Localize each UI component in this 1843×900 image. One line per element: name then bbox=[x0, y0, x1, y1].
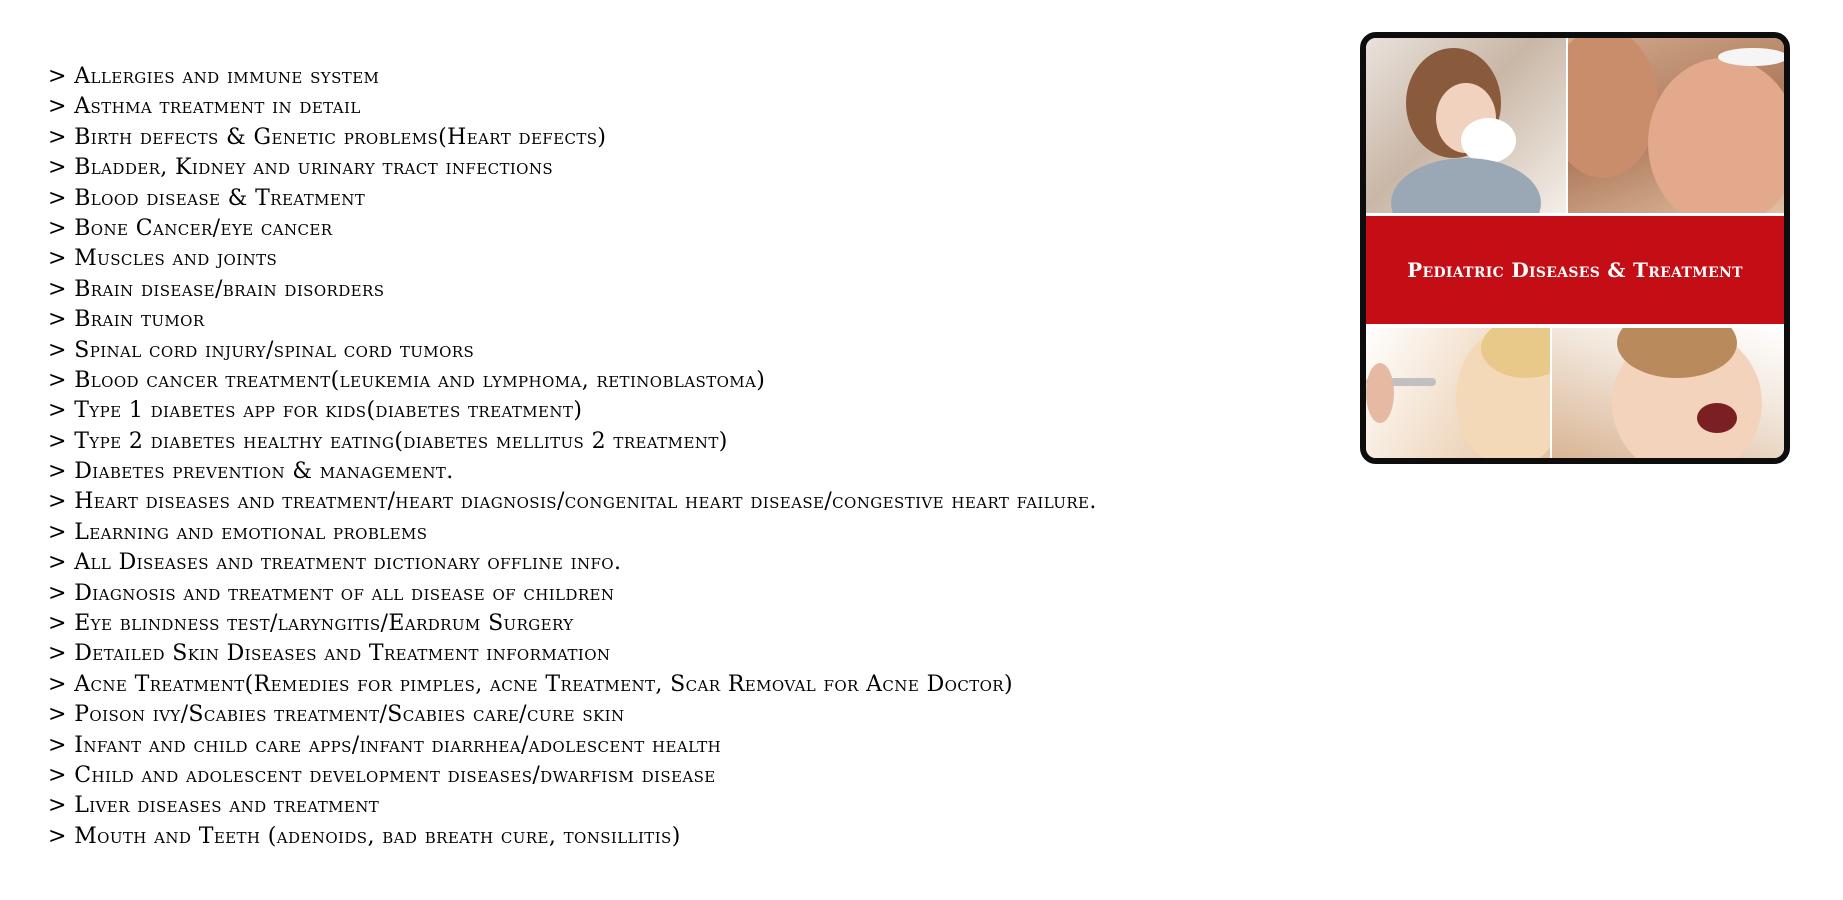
feature-item: > Blood disease & Treatment bbox=[48, 185, 366, 211]
feature-item: > Diabetes prevention & management. bbox=[48, 459, 454, 485]
feature-item: > Infant and child care apps/infant diarrhea/adolescent health bbox=[48, 732, 722, 758]
feature-item: > Spinal cord injury/spinal cord tumors bbox=[48, 337, 475, 363]
feature-item: > Type 2 diabetes healthy eating(diabetes mellitus 2 treatment) bbox=[48, 428, 728, 454]
banner bbox=[1366, 216, 1784, 324]
feature-item: > Acne Treatment(Remedies for pimples, acne Treatment, Scar Removal for Acne Doctor) bbox=[48, 671, 1013, 697]
feature-item: > Blood cancer treatment(leukemia and lymphoma, retinoblastoma) bbox=[48, 367, 766, 393]
feature-item: > Liver diseases and treatment bbox=[48, 793, 380, 819]
feature-item: > Birth defects & Genetic problems(Heart defects) bbox=[48, 124, 607, 150]
feature-item: > Brain disease/brain disorders bbox=[48, 276, 385, 302]
photo-feverish-child bbox=[1568, 38, 1784, 213]
feature-item: > Asthma treatment in detail bbox=[48, 94, 361, 120]
photo-girl-sneezing bbox=[1366, 38, 1566, 213]
photo-child-open-mouth bbox=[1552, 328, 1784, 458]
feature-item: > Learning and emotional problems bbox=[48, 519, 428, 545]
feature-item: > Type 1 diabetes app for kids(diabetes treatment) bbox=[48, 398, 583, 424]
feature-item: > Bone Cancer/eye cancer bbox=[48, 215, 333, 241]
feature-item: > Allergies and immune system bbox=[48, 64, 380, 89]
feature-item: > Eye blindness test/laryngitis/Eardrum Surgery bbox=[48, 611, 574, 637]
feature-item: > Diagnosis and treatment of all disease of children bbox=[48, 580, 615, 606]
feature-list bbox=[48, 62, 1097, 852]
feature-item: > Poison ivy/Scabies treatment/Scabies care/cure skin bbox=[48, 702, 625, 728]
feature-item: > Bladder, Kidney and urinary tract infections bbox=[48, 155, 554, 181]
banner-title: Pediatric Diseases & Treatment bbox=[1407, 258, 1743, 282]
feature-item: > Brain tumor bbox=[48, 307, 205, 333]
feature-item: > Muscles and joints bbox=[48, 246, 278, 272]
app-icon bbox=[1360, 32, 1790, 464]
feature-item: > Detailed Skin Diseases and Treatment information bbox=[48, 641, 611, 667]
feature-item: > All Diseases and treatment dictionary offline info. bbox=[48, 550, 622, 576]
photo-child-eating bbox=[1366, 328, 1550, 458]
feature-item: > Child and adolescent development diseases/dwarfism disease bbox=[48, 762, 716, 788]
feature-item: > Mouth and Teeth (adenoids, bad breath cure, tonsillitis) bbox=[48, 823, 681, 849]
feature-item: > Heart diseases and treatment/heart diagnosis/congenital heart disease/congestive heart failure. bbox=[48, 489, 1097, 515]
